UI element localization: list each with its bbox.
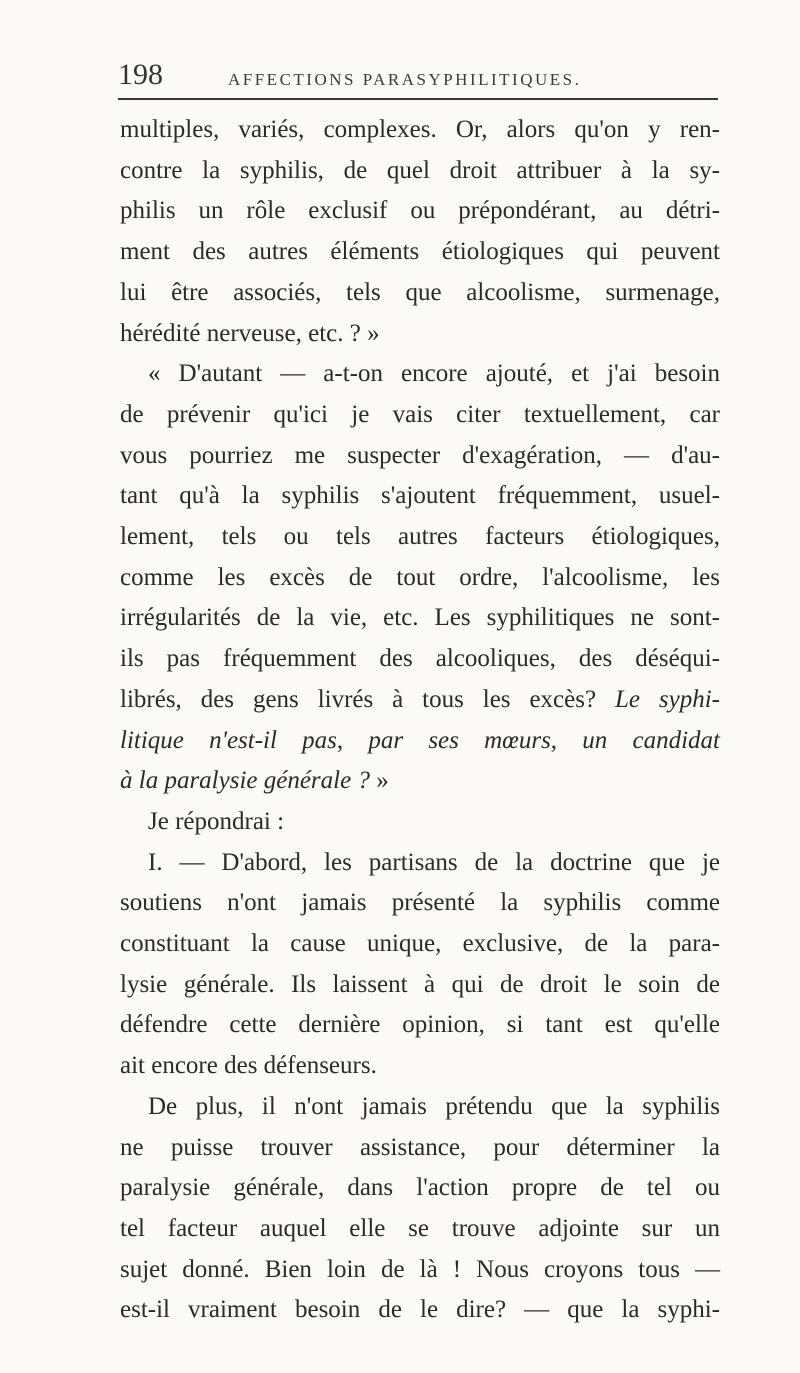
text-line: vous pourriez me suspecter d'exagération, — d'au-	[120, 441, 720, 469]
text-line: constituant la cause unique, exclusive, de la para-	[120, 930, 720, 958]
text-run: ,	[336, 726, 369, 754]
text-line: lysie générale. Ils laissent à qui de droit le soin de	[120, 970, 720, 998]
italic-run: par ses mœurs	[368, 726, 551, 754]
text-line	[120, 761, 720, 802]
header-rule	[118, 98, 718, 100]
text-run: »	[369, 767, 389, 795]
italic-run: un candidat	[582, 726, 720, 754]
text-line: tel facteur auquel elle se trouve adjointe sur un	[120, 1214, 720, 1242]
running-head: AFFECTIONS PARASYPHILITIQUES.	[228, 70, 582, 89]
text-line: « D'autant — a-t-on encore ajouté, et j'ai besoin	[148, 360, 720, 388]
text-line: ils pas fréquemment des alcooliques, des déséqui-	[120, 645, 720, 673]
paragraph-2	[120, 354, 720, 802]
page-number: 198	[118, 58, 163, 91]
paragraph-3	[120, 802, 720, 843]
text-line: est-il vraiment besoin de le dire? — que la syphi-	[120, 1296, 720, 1324]
text-line: ne puisse trouver assistance, pour déterminer la	[120, 1133, 720, 1161]
text-run: librés, des gens livrés à tous les excès?	[120, 685, 615, 713]
text-line: multiples, variés, complexes. Or, alors qu'on y ren-	[120, 116, 720, 143]
page-header	[118, 58, 718, 98]
text-line: ment des autres éléments étiologiques qui peuvent	[120, 238, 720, 266]
text-line: irrégularités de la vie, etc. Les syphilitiques ne sont-	[120, 604, 720, 632]
text-line: sujet donné. Bien loin de là ! Nous croyons tous —	[120, 1255, 720, 1283]
text-line: contre la syphilis, de quel droit attribuer à la sy-	[120, 156, 720, 184]
paragraph-5	[120, 1087, 720, 1331]
paragraph-1	[120, 110, 720, 354]
italic-run: litique n'est-il pas	[120, 726, 337, 754]
text-line: paralysie générale, dans l'action propre de tel ou	[120, 1174, 720, 1202]
text-line: lui être associés, tels que alcoolisme, surmenage,	[120, 278, 720, 306]
text-line	[120, 721, 720, 762]
text-line: de prévenir qu'ici je vais citer textuellement, car	[120, 400, 720, 428]
italic-run: à la paralysie générale ?	[120, 767, 370, 795]
italic-run: Le syphi-	[614, 685, 720, 713]
text-line: I. — D'abord, les partisans de la doctrine que je	[148, 848, 720, 876]
text-line: ait encore des défenseurs.	[120, 1052, 377, 1080]
text-line: comme les excès de tout ordre, l'alcoolisme, les	[120, 563, 720, 591]
body-text	[120, 110, 720, 1331]
text-line: philis un rôle exclusif ou prépondérant, au détri-	[120, 197, 720, 225]
text-run: ,	[550, 726, 583, 754]
text-line: hérédité nerveuse, etc. ? »	[120, 319, 380, 347]
text-line: De plus, il n'ont jamais prétendu que la syphilis	[148, 1092, 720, 1120]
text-line: tant qu'à la syphilis s'ajoutent fréquemment, usuel-	[120, 482, 720, 510]
text-line: Je répondrai :	[148, 807, 285, 835]
text-line: lement, tels ou tels autres facteurs étiologiques,	[120, 523, 720, 551]
text-line: défendre cette dernière opinion, si tant est qu'elle	[120, 1011, 720, 1039]
text-line: soutiens n'ont jamais présenté la syphilis comme	[120, 889, 720, 917]
paragraph-4	[120, 843, 720, 1087]
text-line	[120, 680, 720, 721]
